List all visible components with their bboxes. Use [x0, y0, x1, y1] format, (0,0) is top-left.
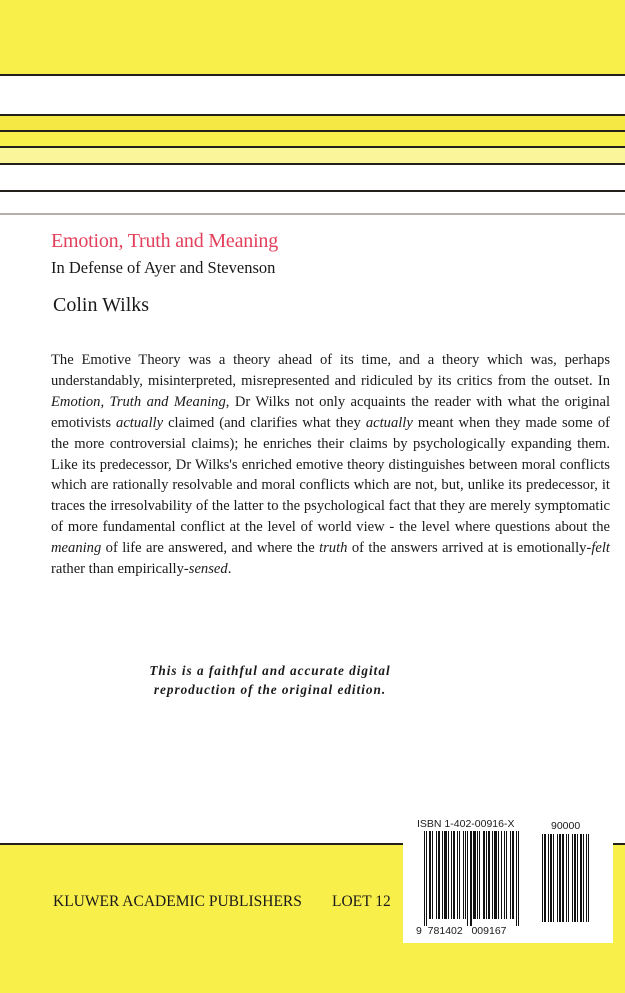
reproduction-notice	[130, 661, 410, 699]
white-stripe	[0, 76, 625, 114]
blurb-text: , Dr Wilks not only acquaints the reader with what the original emotivists	[51, 393, 610, 431]
blurb-emphasis: Emotion, Truth and Meaning	[51, 393, 226, 410]
publisher-name: KLUWER ACADEMIC PUBLISHERS	[53, 893, 302, 910]
barcode-box	[403, 812, 613, 943]
blurb-text: claimed (and clarifies what they	[163, 414, 366, 431]
blurb-emphasis: actually	[365, 414, 413, 431]
blurb-text: of life are answered, and where the	[101, 540, 320, 557]
isbn-label: ISBN 1-402-00916-X	[417, 818, 515, 830]
series-label: LOET 12	[332, 893, 391, 910]
yellow-stripe	[0, 132, 625, 146]
light-yellow-stripe	[0, 148, 625, 163]
blurb-text: rather than empirically-	[51, 561, 189, 578]
yellow-stripe	[0, 116, 625, 130]
top-yellow-band	[0, 0, 625, 74]
price-code: 90000	[551, 820, 581, 832]
ean-barcode-icon	[424, 831, 536, 926]
blurb-emphasis: sensed	[188, 561, 228, 578]
blurb-text: meant when they made some of the more controversial claims); he enriches their claims by psychologically expanding them. Like its predecessor, Dr Wilks's enriched emotive theory distinguishes between moral conflicts which are rationally resolvable and moral conflicts which are not, but, unlike its predecessor, it traces the irresolvability of the latter to the psychological fact that they are merely symptomatic of more fundamental conflict at the level of world view - the level where questions about the	[51, 414, 610, 536]
book-subtitle: In Defense of Ayer and Stevenson	[51, 258, 276, 277]
blurb-paragraph	[51, 350, 610, 580]
notice-line-2: reproduction of the original edition.	[153, 682, 387, 697]
book-title: Emotion, Truth and Meaning	[51, 230, 279, 252]
blurb-text: of the answers arrived at is emotionally-	[347, 540, 592, 557]
ean-digits: 9 781402 009167	[416, 925, 507, 937]
stripe-line	[0, 190, 625, 192]
blurb-emphasis: actually	[116, 414, 164, 431]
stripe-line	[0, 213, 625, 215]
blurb-text: The Emotive Theory was a theory ahead of its time, and a theory which was, perhaps understandably, misinterpreted, misrepresented and ridiculed by its critics from the outset. In	[51, 352, 610, 389]
price-barcode-icon	[542, 834, 597, 922]
notice-line-1: This is a faithful and accurate digital	[149, 663, 391, 678]
blurb-emphasis: felt	[591, 540, 610, 557]
white-stripe	[0, 165, 625, 190]
author-name: Colin Wilks	[53, 294, 150, 316]
blurb-emphasis: meaning	[51, 540, 102, 557]
blurb-text: .	[227, 561, 232, 578]
blurb-emphasis: truth	[319, 540, 348, 557]
